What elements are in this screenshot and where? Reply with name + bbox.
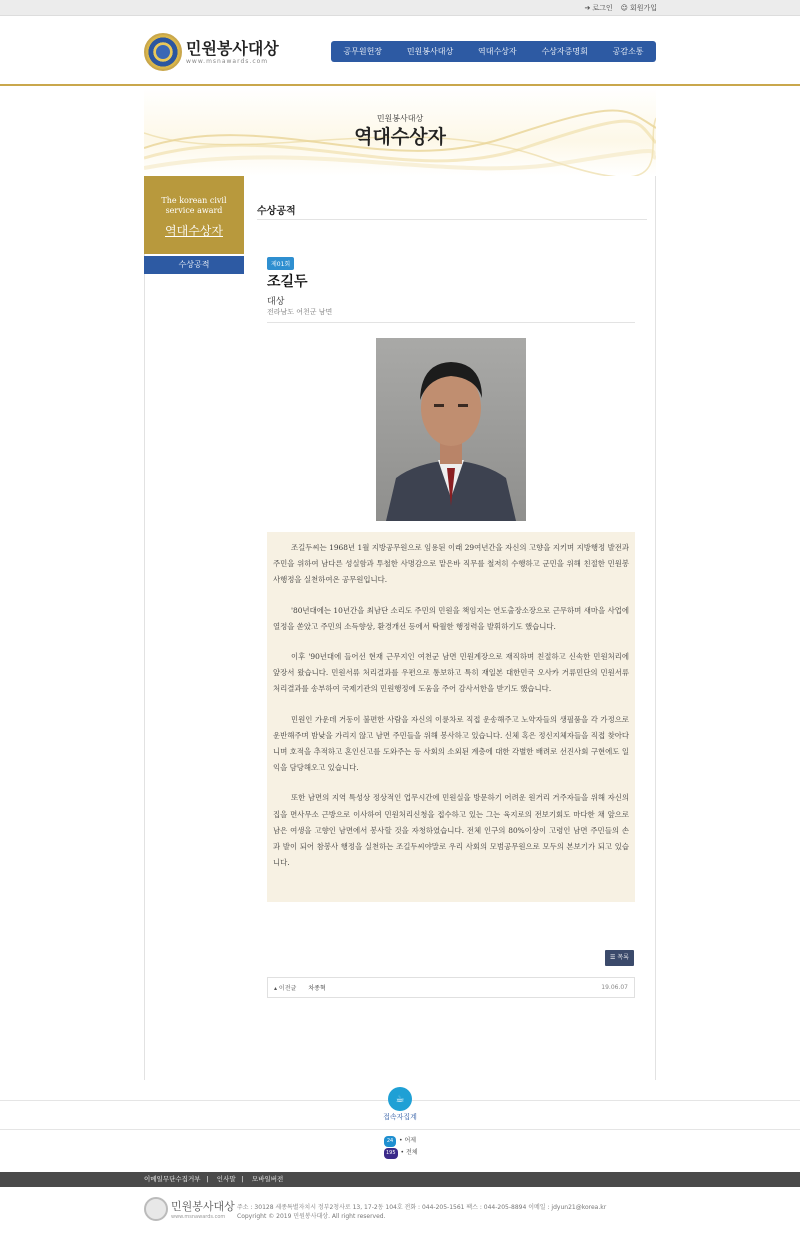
visitor-icon: ☕ bbox=[388, 1087, 412, 1111]
achievement-paragraph: 민원인 가운데 거동이 불편한 사람을 자신의 이륜차로 직접 운송해주고 노약자들의 생필품을 각 가정으로 운반해주며 밤낮을 가리지 않고 남면 주민들을 위해 봉사하고 있습니다. 신체 혹은 정신지체자들을 직접 찾아다니며 호적을 추적하고 혼인신고를 도와주는 등 사회의 소외된 계층에 대한 각별한 배려로 선진사회 구현에도 일익을 담당해오고 있습니다. bbox=[273, 714, 629, 773]
nav-item-charter[interactable]: 공무원헌장 bbox=[343, 47, 383, 56]
visitor-label: 접속자집계 bbox=[383, 1113, 417, 1121]
yesterday-label: • 어제 bbox=[399, 1137, 417, 1144]
achievement-paragraph: 또한 남면의 지역 특성상 정상적인 업무시간에 민원실을 방문하기 어려운 원거리 거주자들을 위해 자신의 집을 면사무소 근방으로 이사하여 민원처리신청을 접수하고 있는 그는 육지로의 전보기회도 마다한 채 앞으로 남은 여생을 고향인 남면에서 봉사할 것을 자청하였습니다. 전체 인구의 80%이상이 고령인 남면 주민들의 손과 발이 되어 참봉사 행정을 실천하는 조길두씨야말로 우리 사회의 모범공무원으로 모두의 본보기가 되고 있습니다. bbox=[273, 793, 629, 868]
prev-post-title[interactable]: 차종혁 bbox=[308, 985, 326, 992]
round-badge: 제01회 bbox=[267, 257, 294, 270]
nav-item-award[interactable]: 민원봉사대상 bbox=[406, 47, 454, 56]
brand-url: www.msnawards.com bbox=[186, 57, 269, 65]
nav-item-winners[interactable]: 역대수상자 bbox=[478, 47, 517, 56]
seal-logo-icon bbox=[144, 33, 182, 71]
section-title: 수상공적 bbox=[257, 206, 296, 217]
left-divider bbox=[144, 176, 145, 1080]
footer-address: 주소 : 30128 세종특별자치시 정부2청사로 13, 17-2동 104호 전화 : 044-205-1561 팩스 : 044-205-8894 이메일 : jdyun21@korea.kr bbox=[237, 1204, 607, 1211]
sidebar-header bbox=[144, 176, 244, 254]
nav-item-community[interactable]: 공감소통 bbox=[612, 47, 644, 56]
footer-link-mobile[interactable]: 모바일버전 bbox=[251, 1175, 284, 1183]
achievement-paragraph: 조길두씨는 1968년 1월 지방공무원으로 임용된 이래 29여년간을 자신의 고향을 지키며 지방행정 발전과 주민을 위하여 남다른 성실함과 투철한 사명감으로 맡은바 직무를 철저히 수행하고 군민을 위해 친절한 민원봉사행정을 실천하여온 공무원입니다. bbox=[273, 543, 629, 585]
winner-name: 조길두 bbox=[267, 274, 308, 290]
prev-post-date: 19.06.07 bbox=[601, 984, 628, 991]
total-count: 195 bbox=[384, 1148, 398, 1159]
page-banner bbox=[144, 88, 656, 176]
sidebar bbox=[144, 176, 244, 274]
award-grade: 대상 bbox=[267, 297, 285, 307]
sidebar-title: 역대수상자 bbox=[165, 224, 223, 238]
visitor-counts bbox=[384, 1135, 418, 1159]
footer-links: 이메일무단수집거부 | 인사말 | 모바일버전 bbox=[0, 1172, 800, 1187]
join-link[interactable]: ☺ 회원가입 bbox=[620, 4, 657, 12]
login-link[interactable]: ➔ 로그인 bbox=[584, 4, 613, 12]
brand-title: 민원봉사대상 bbox=[186, 38, 279, 58]
list-icon: ☰ bbox=[610, 954, 616, 961]
name-divider bbox=[267, 322, 635, 323]
footer-brand: 민원봉사대상 bbox=[171, 1200, 235, 1213]
yesterday-count: 24 bbox=[384, 1136, 396, 1147]
banner-title: 역대수상자 bbox=[354, 126, 446, 148]
footer-logo bbox=[144, 1197, 235, 1221]
achievement-text bbox=[267, 532, 635, 902]
list-button[interactable]: ☰ 목록 bbox=[605, 950, 634, 966]
top-bar bbox=[0, 0, 800, 16]
achievement-paragraph: '80년대에는 10년간을 최남단 소리도 주민의 민원을 책임지는 연도출장소장으로 근무하며 새마을 사업에 열정을 쏟았고 주민의 소득향상, 환경개선 등에서 탁월한 행정력을 발휘하기도 했습니다. bbox=[273, 605, 629, 631]
right-divider bbox=[655, 176, 656, 1080]
site-header bbox=[0, 16, 800, 86]
sidebar-en-line2: service award bbox=[165, 206, 223, 215]
prev-post-label: ▴ 이전글 bbox=[274, 985, 297, 992]
banner-subtitle: 민원봉사대상 bbox=[376, 114, 424, 123]
footer-brand-url: www.msnawards.com bbox=[171, 1214, 226, 1220]
winner-photo bbox=[376, 338, 526, 521]
sidebar-en-line1: The korean civil bbox=[161, 196, 227, 205]
main-nav bbox=[331, 41, 656, 62]
footer-seal-icon bbox=[144, 1197, 168, 1221]
winner-region: 전라남도 여천군 남면 bbox=[267, 308, 333, 316]
footer-info bbox=[237, 1203, 606, 1221]
total-label: • 전체 bbox=[400, 1149, 418, 1156]
login-icon: ➔ bbox=[584, 4, 591, 12]
footer-link-email-policy[interactable]: 이메일무단수집거부 bbox=[144, 1175, 201, 1183]
sidebar-item-achievements[interactable]: 수상공적 bbox=[144, 256, 244, 274]
footer-link-greeting[interactable]: 인사말 bbox=[216, 1175, 236, 1183]
achievement-paragraph: 이후 '90년대에 들어선 현재 근무지인 여천군 남면 민원계장으로 재직하며 친절하고 신속한 민원처리에 앞장서 왔습니다. 민원서류 처리결과를 우편으로 통보하고 특히 재일본 대한민국 오사카 거류민단의 민원서류 처리결과를 송부하여 국제기관의 민원행정에 도움을 주어 감사서한을 받기도 했습니다. bbox=[273, 652, 629, 694]
site-logo[interactable] bbox=[144, 33, 279, 71]
nav-item-ceremony[interactable]: 수상자증명회 bbox=[541, 47, 588, 56]
top-links bbox=[584, 3, 657, 13]
prev-post[interactable] bbox=[267, 977, 635, 998]
footer-copyright: Copyright © 2019 민원봉사대상. All right reserved. bbox=[237, 1213, 386, 1220]
user-add-icon: ☺ bbox=[620, 4, 628, 12]
section-divider bbox=[257, 219, 647, 220]
